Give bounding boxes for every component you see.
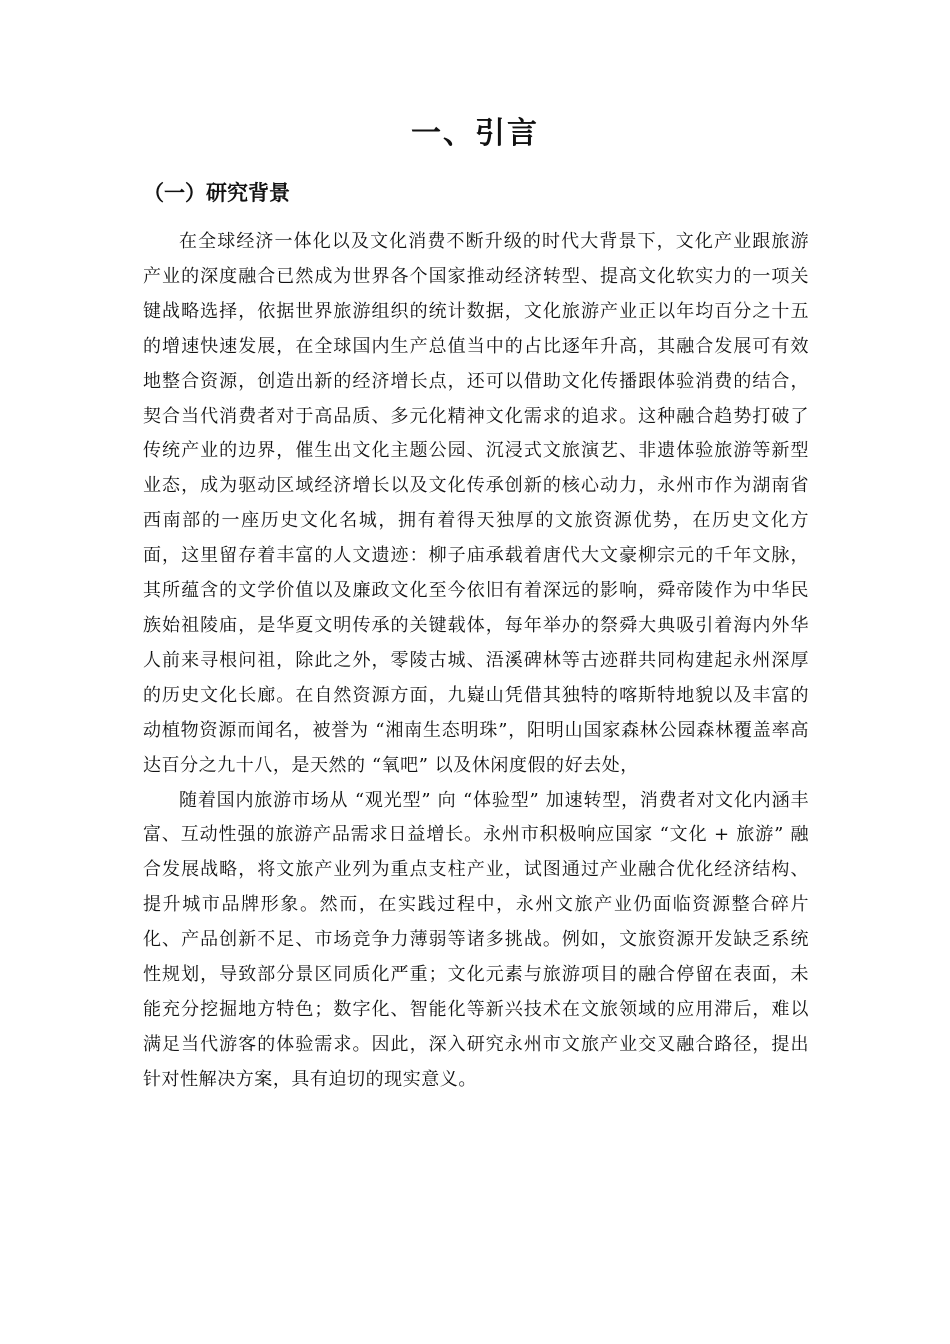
section-heading: （一）研究背景 (143, 181, 290, 205)
chapter-title: 一、引言 (411, 116, 539, 151)
paragraph-2: 随着国内旅游市场从 “观光型” 向 “体验型” 加速转型，消费者对文化内涵丰富、互动性强的旅游产品需求日益增长。永州市积极响应国家 “文化 + 旅游” 融合发展战略，将文旅产业列为重点支柱产业，试图通过产业融合优化经济结构、提升城市品牌形象。然而，在实践过程中，永州文旅产业仍面临资源整合碎片化、产品创新不足、市场竞争力薄弱等诸多挑战。例如，文旅资源开发缺乏系统性规划，导致部分景区同质化严重；文化元素与旅游项目的融合停留在表面，未能充分挖掘地方特色；数字化、智能化等新兴技术在文旅领域的应用滞后，难以满足当代游客的体验需求。因此，深入研究永州市文旅产业交叉融合路径，提出针对性解决方案，具有迫切的现实意义。 (143, 789, 809, 1090)
paragraph-1: 在全球经济一体化以及文化消费不断升级的时代大背景下，文化产业跟旅游产业的深度融合已然成为世界各个国家推动经济转型、提高文化软实力的一项关键战略选择，依据世界旅游组织的统计数据，文化旅游产业正以年均百分之十五的增速快速发展，在全球国内生产总值当中的占比逐年升高，其融合发展可有效地整合资源，创造出新的经济增长点，还可以借助文化传播跟体验消费的结合，契合当代消费者对于高品质、多元化精神文化需求的追求。这种融合趋势打破了传统产业的边界，催生出文化主题公园、沉浸式文旅演艺、非遗体验旅游等新型业态，成为驱动区域经济增长以及文化传承创新的核心动力，永州市作为湖南省西南部的一座历史文化名城，拥有着得天独厚的文旅资源优势，在历史文化方面，这里留存着丰富的人文遗迹：柳子庙承载着唐代大文豪柳宗元的千年文脉，其所蕴含的文学价值以及廉政文化至今依旧有着深远的影响，舜帝陵作为中华民族始祖陵庙，是华夏文明传承的关键载体，每年举办的祭舜大典吸引着海内外华人前来寻根问祖，除此之外，零陵古城、浯溪碑林等古迹群共同构建起永州深厚的历史文化长廊。在自然资源方面，九嶷山凭借其独特的喀斯特地貌以及丰富的动植物资源而闻名，被誉为 “湘南生态明珠”，阳明山国家森林公园森林覆盖率高达百分之九十八，是天然的 “氧吧” 以及休闲度假的好去处， (143, 231, 809, 776)
body-text (143, 225, 809, 1098)
